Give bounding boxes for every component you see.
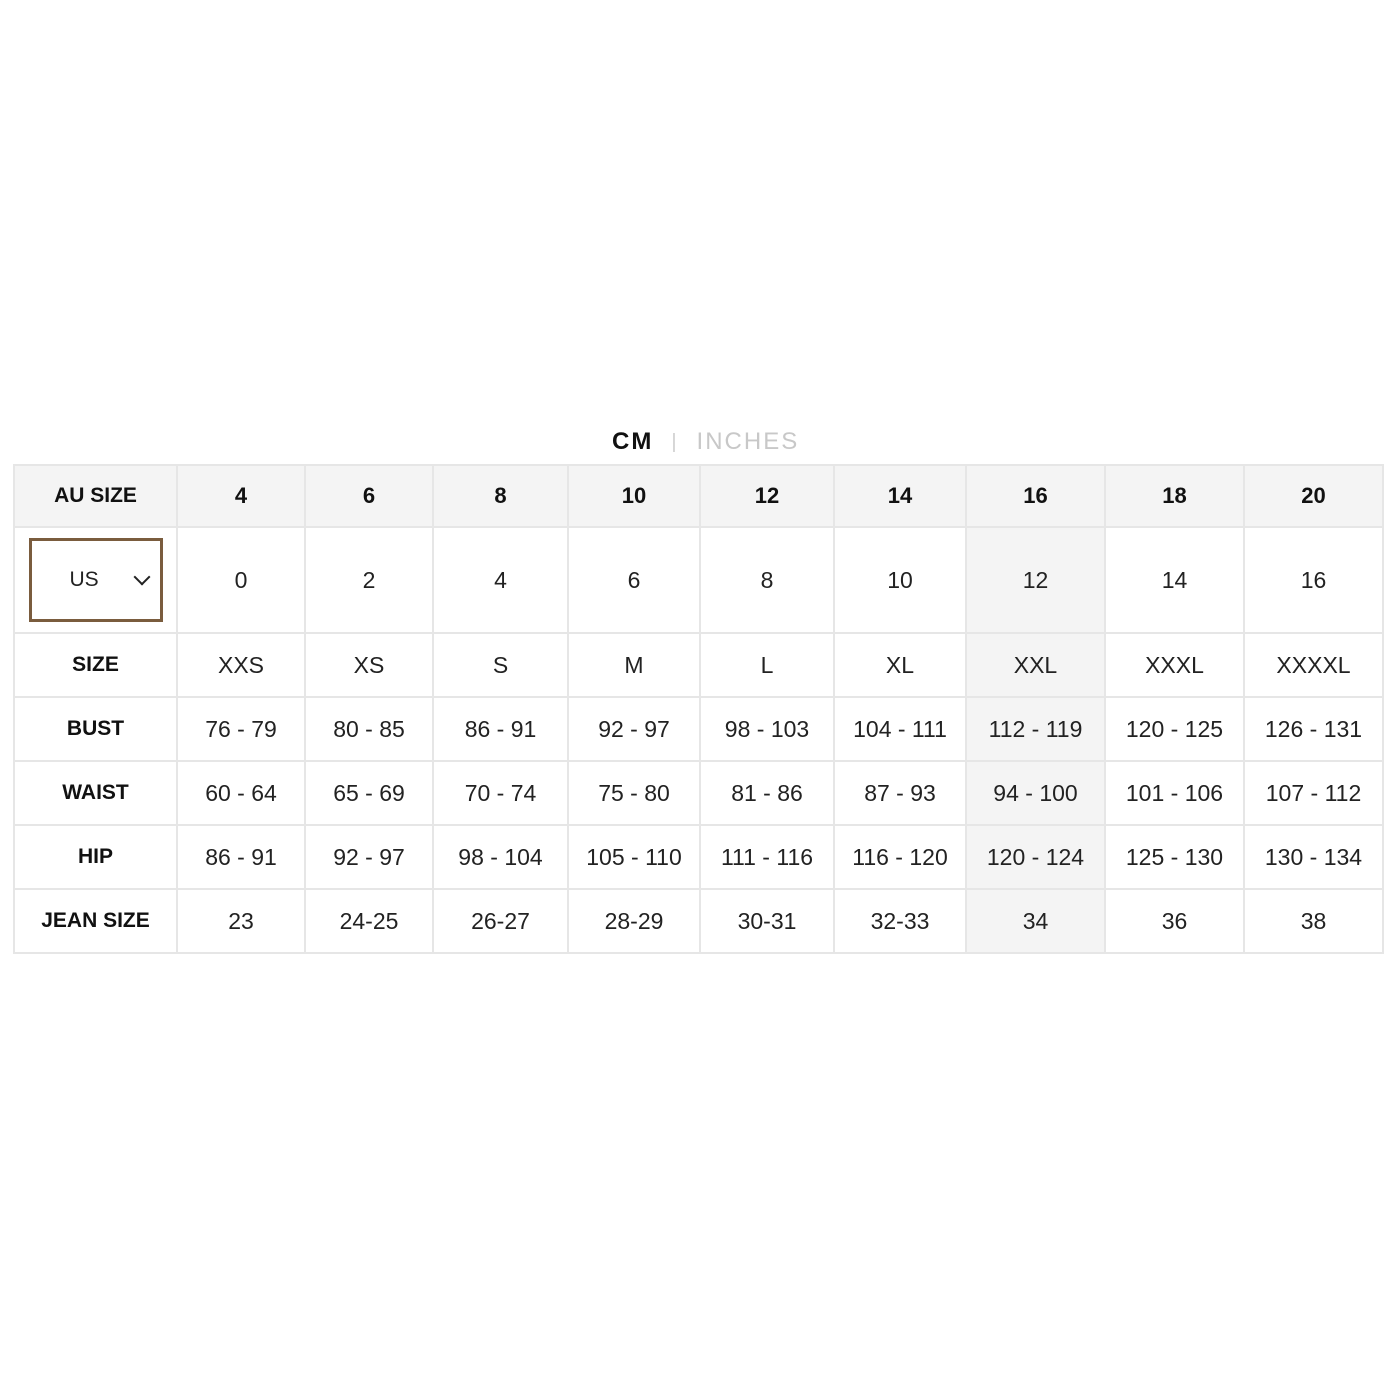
region-size-cell: 4 bbox=[433, 527, 568, 633]
bust-row bbox=[14, 697, 1383, 761]
row-label: BUST bbox=[14, 697, 177, 761]
table-cell: 104 - 111 bbox=[834, 697, 966, 761]
table-cell: 30-31 bbox=[700, 889, 834, 953]
table-cell: XXXL bbox=[1105, 633, 1244, 697]
table-cell: 116 - 120 bbox=[834, 825, 966, 889]
region-size-cell: 6 bbox=[568, 527, 700, 633]
au-size-cell: 10 bbox=[568, 465, 700, 527]
region-size-cell: 12 bbox=[966, 527, 1105, 633]
table-cell: XS bbox=[305, 633, 433, 697]
chevron-down-icon bbox=[133, 569, 150, 586]
table-cell: 34 bbox=[966, 889, 1105, 953]
table-cell: 98 - 104 bbox=[433, 825, 568, 889]
table-cell: 107 - 112 bbox=[1244, 761, 1383, 825]
au-size-cell: 16 bbox=[966, 465, 1105, 527]
table-cell: L bbox=[700, 633, 834, 697]
table-cell: XL bbox=[834, 633, 966, 697]
au-size-cell: 12 bbox=[700, 465, 834, 527]
table-cell: 23 bbox=[177, 889, 305, 953]
table-cell: 86 - 91 bbox=[433, 697, 568, 761]
table-cell: 36 bbox=[1105, 889, 1244, 953]
table-cell: 125 - 130 bbox=[1105, 825, 1244, 889]
unit-separator: | bbox=[671, 430, 679, 452]
table-cell: 28-29 bbox=[568, 889, 700, 953]
table-cell: 76 - 79 bbox=[177, 697, 305, 761]
au-size-cell: 4 bbox=[177, 465, 305, 527]
table-cell: 75 - 80 bbox=[568, 761, 700, 825]
table-cell: 101 - 106 bbox=[1105, 761, 1244, 825]
au-size-label: AU SIZE bbox=[14, 465, 177, 527]
table-cell: 130 - 134 bbox=[1244, 825, 1383, 889]
table-cell: 24-25 bbox=[305, 889, 433, 953]
region-select-value: US bbox=[69, 568, 99, 591]
au-size-cell: 6 bbox=[305, 465, 433, 527]
region-size-cell: 16 bbox=[1244, 527, 1383, 633]
table-cell: 80 - 85 bbox=[305, 697, 433, 761]
table-cell: M bbox=[568, 633, 700, 697]
table-cell: 120 - 125 bbox=[1105, 697, 1244, 761]
table-cell: XXXXL bbox=[1244, 633, 1383, 697]
region-size-cell: 10 bbox=[834, 527, 966, 633]
row-label: JEAN SIZE bbox=[14, 889, 177, 953]
row-label: WAIST bbox=[14, 761, 177, 825]
region-size-cell: 8 bbox=[700, 527, 834, 633]
table-cell: 111 - 116 bbox=[700, 825, 834, 889]
table-cell: 60 - 64 bbox=[177, 761, 305, 825]
region-size-cell: 14 bbox=[1105, 527, 1244, 633]
size-chart-table bbox=[13, 464, 1384, 954]
region-size-cell: 0 bbox=[177, 527, 305, 633]
region-size-row bbox=[14, 527, 1383, 633]
table-cell: 126 - 131 bbox=[1244, 697, 1383, 761]
table-cell: 70 - 74 bbox=[433, 761, 568, 825]
table-cell: 120 - 124 bbox=[966, 825, 1105, 889]
table-cell: S bbox=[433, 633, 568, 697]
row-label: HIP bbox=[14, 825, 177, 889]
au-size-cell: 18 bbox=[1105, 465, 1244, 527]
table-cell: 38 bbox=[1244, 889, 1383, 953]
table-cell: 26-27 bbox=[433, 889, 568, 953]
table-cell: 65 - 69 bbox=[305, 761, 433, 825]
table-cell: 94 - 100 bbox=[966, 761, 1105, 825]
table-cell: 92 - 97 bbox=[305, 825, 433, 889]
jean-size-row bbox=[14, 889, 1383, 953]
table-cell: 87 - 93 bbox=[834, 761, 966, 825]
size-letter-row bbox=[14, 633, 1383, 697]
table-cell: 105 - 110 bbox=[568, 825, 700, 889]
table-cell: 81 - 86 bbox=[700, 761, 834, 825]
unit-inches-tab[interactable]: INCHES bbox=[696, 428, 800, 452]
au-size-cell: 8 bbox=[433, 465, 568, 527]
table-cell: XXS bbox=[177, 633, 305, 697]
au-size-cell: 20 bbox=[1244, 465, 1383, 527]
au-size-cell: 14 bbox=[834, 465, 966, 527]
table-cell: 92 - 97 bbox=[568, 697, 700, 761]
table-cell: XXL bbox=[966, 633, 1105, 697]
hip-row bbox=[14, 825, 1383, 889]
table-cell: 98 - 103 bbox=[700, 697, 834, 761]
table-cell: 86 - 91 bbox=[177, 825, 305, 889]
au-size-row bbox=[14, 465, 1383, 527]
region-select-cell bbox=[14, 527, 177, 633]
row-label: SIZE bbox=[14, 633, 177, 697]
table-cell: 112 - 119 bbox=[966, 697, 1105, 761]
table-cell: 32-33 bbox=[834, 889, 966, 953]
waist-row bbox=[14, 761, 1383, 825]
units-toggle bbox=[0, 420, 1400, 452]
unit-cm-tab[interactable]: CM bbox=[612, 428, 654, 452]
region-size-cell: 2 bbox=[305, 527, 433, 633]
region-select[interactable] bbox=[29, 538, 163, 622]
